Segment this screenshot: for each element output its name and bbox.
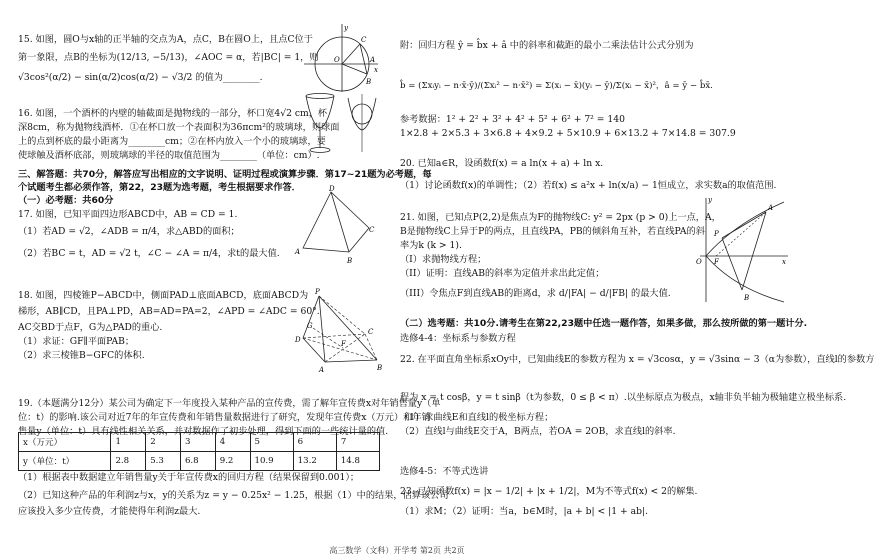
q19-data-table — [18, 432, 380, 471]
q15-line-3: √3cos²(α/2) − sin(α/2)cos(α/2) − √3/2 的值为________. — [18, 72, 263, 83]
q16-line-1: 16. 如图，一个酒杯的内壁的轴截面是抛物线的一部分，杯口宽4√2 cm，杯 — [18, 108, 328, 119]
fig17-quadrilateral — [295, 186, 373, 270]
q17-line-1: 17. 如图，已知平面四边形ABCD中，AB = CD = 1. — [18, 209, 238, 220]
table-cell: 2 — [146, 433, 181, 452]
fig21-label: x — [782, 258, 786, 266]
q16-line-3: 上的点到杯底的最小距离为________cm；②在杯内放入一个小的玻璃球，要 — [18, 136, 326, 147]
table-cell: 14.8 — [336, 452, 379, 471]
fig18-label: A — [319, 366, 325, 374]
section3-line-2: 个试题考生都必须作答，第22，23题为选考题，考生根据要求作答． — [18, 182, 301, 193]
q19-line-1: 19.（本题满分12分）某公司为确定下一年度投入某种产品的宣传费，需了解年宣传费x对年销售量y（单 — [18, 398, 441, 409]
table-cell: 2.8 — [111, 452, 146, 471]
q22-line-3: 程为 x = t cosβ，y = t sinβ（t为参数，0 ≤ β < π）.以坐标原点为极点，x轴非负半轴为极轴建立极坐标系. — [400, 392, 847, 403]
q21-line-1: 21. 如图，已知点P(2,2)是焦点为F的抛物线C: y² = 2px (p > 0)上一点，A， — [400, 212, 721, 223]
table-row — [19, 452, 380, 471]
fig18-pyramid — [295, 288, 385, 374]
fig17-label: D — [329, 185, 335, 193]
section3-line-3: （一）必考题：共60分 — [18, 195, 114, 206]
table-cell: 3 — [180, 433, 215, 452]
q18-line-4: （1）求证：GF∥平面PAB； — [18, 336, 135, 347]
q18-line-1: 18. 如图，四棱锥P−ABCD中，侧面PAD⊥底面ABCD，底面ABCD为 — [18, 290, 309, 301]
q19-line-3: 售量y（单位：t）具有线性相关关系，并对数据作了初步处理，得到下面的一些统计量的值. — [18, 426, 389, 437]
q22-line-5: （2）直线l与曲线E交于A，B两点，若OA = 2OB，求直线l的斜率. — [400, 426, 676, 437]
fig15-label: x — [374, 66, 378, 74]
table-cell: 5 — [250, 433, 293, 452]
q21-line-4: （I）求抛物线方程； — [400, 254, 487, 265]
fig21-label: O — [696, 258, 702, 266]
fig21-label: A — [768, 204, 774, 212]
table-cell: x（万元） — [19, 433, 111, 452]
fig21-label: y — [708, 196, 712, 204]
q19b-line-1: （1）根据表中数据建立年销售量y关于年宣传费x的回归方程（结果保留到0.001）； — [18, 472, 360, 483]
table-cell: 10.9 — [250, 452, 293, 471]
fig15-label: B — [366, 78, 372, 86]
table-cell: 9.2 — [215, 452, 250, 471]
q19b-line-2: （2）已知这种产品的年利润z与x，y的关系为z = y − 0.25x² − 1.25，根据（1）中的结果，估算该公司 — [18, 490, 449, 501]
q23-line-1: 选修4-5：不等式选讲 — [400, 466, 489, 477]
table-cell: 1 — [111, 433, 146, 452]
fig21-label: P — [714, 230, 719, 238]
q22-line-2: 22. 在平面直角坐标系xOy中，已知曲线E的参数方程为 x = √3cosα，y = √3sinα − 3（α为参数），直线l的参数方 — [400, 354, 874, 365]
q22-line-1: 选修4-4：坐标系与参数方程 — [400, 333, 516, 344]
fig17-label: C — [369, 226, 375, 234]
table-row — [19, 433, 380, 452]
fig15-label: O — [334, 56, 340, 64]
fig18-label: P — [315, 288, 320, 296]
q21-line-5: （II）证明：直线AB的斜率为定值并求出此定值； — [400, 268, 605, 279]
fig18-label: C — [368, 328, 374, 336]
elective-instruction: （二）选考题：共10分.请考生在第22,23题中任选一题作答，如果多做，那么按所做的第一题计分. — [400, 318, 808, 329]
ref-formula: b̂ = (Σxᵢyᵢ − n·x̄·ȳ)/(Σxᵢ² − n·x̄²) = Σ(xᵢ − x̄)(yᵢ − ȳ)/Σ(xᵢ − x̄)²，â = ȳ − b̂x̄. — [400, 81, 713, 91]
q21-line-2: B是抛物线C上异于P的两点，且直线PA，PB的倾斜角互补，若直线PA的斜 — [400, 226, 705, 237]
table-cell: 4 — [215, 433, 250, 452]
fig18-label: B — [377, 364, 383, 372]
fig15-label: C — [361, 36, 367, 44]
q19b-line-3: 应该投入多少宣传费，才能使得年利润z最大. — [18, 506, 201, 517]
q23-line-2: 23. 已知函数f(x) = |x − 1/2| + |x + 1/2|，M为不等式f(x) < 2的解集. — [400, 486, 698, 497]
table-cell: 6 — [293, 433, 336, 452]
ref-line-3: 参考数据：1² + 2² + 3² + 4² + 5² + 6² + 7² = 140 — [400, 114, 625, 125]
q23-line-3: （1）求M；（2）证明：当a，b∈M时，|a + b| < |1 + ab|. — [400, 506, 648, 517]
q20-line-2: （1）讨论函数f(x)的单调性；（2）若f(x) ≤ a²x + ln(x/a) − 1恒成立，求实数a的取值范围. — [400, 180, 777, 191]
q15-line-2: 第一象限，点B的坐标为(12/13, −5/13)，∠AOC = α，若|BC| = 1，则 — [18, 52, 319, 63]
table-cell: 7 — [336, 433, 379, 452]
table-cell: 5.3 — [146, 452, 181, 471]
section3-line-1: 三、解答题：共70分，解答应写出相应的文字说明、证明过程或演算步骤．第17~21题为必考题，每 — [18, 169, 432, 180]
fig21-label: F — [714, 258, 719, 266]
page-footer: 高三数学（文科）开学考 第2页 共2页 — [329, 546, 465, 555]
q18-line-3: AC交BD于点F，G为△PAD的重心. — [18, 322, 163, 333]
table-cell: y（单位：t） — [19, 452, 111, 471]
fig15-circle-diagram — [300, 22, 380, 94]
q17-line-3: （2）若BC = t，AD = √2 t，∠C − ∠A = π/4，求t的最大值. — [18, 248, 280, 259]
q19-line-2: 位：t）的影响.该公司对近7年的年宣传费和年销售量数据进行了研究，发现年宣传费x（万元）和年销 — [18, 412, 431, 423]
fig17-label: B — [347, 257, 353, 265]
q16-line-4: 使球触及酒杯底部，则玻璃球的半径的取值范围为________（单位：cm）. — [18, 150, 320, 161]
q18-line-2: 梯形，AB∥CD，且PA⊥PD，AB=AD=PA=2，∠APD = ∠ADC = 60°. — [18, 306, 320, 317]
fig18-label: D — [295, 336, 301, 344]
fig16-wine-glass — [298, 92, 380, 158]
fig21-parabola — [694, 194, 790, 306]
q21-line-6: （III）令焦点F到直线AB的距离d，求 d/|FA| − d/|FB| 的最大值. — [400, 288, 671, 299]
q20-line-1: 20. 已知a∈R，设函数f(x) = a ln(x + a) + ln x. — [400, 158, 604, 169]
table-cell: 6.8 — [180, 452, 215, 471]
q16-line-2: 深8cm，称为抛物线酒杯．①在杯口放一个表面积为36πcm²的玻璃球，则球面 — [18, 122, 340, 133]
fig15-label: y — [344, 24, 348, 32]
q22-line-4: （1）求曲线E和直线l的极坐标方程； — [400, 412, 554, 423]
ref-line-4: 1×2.8 + 2×5.3 + 3×6.8 + 4×9.2 + 5×10.9 + 6×13.2 + 7×14.8 = 307.9 — [400, 128, 736, 139]
fig18-label: F — [341, 340, 346, 348]
q17-line-2: （1）若AD = √2，∠ADB = π/4，求△ABD的面积； — [18, 226, 240, 237]
q21-line-3: 率为k (k > 1). — [400, 240, 462, 251]
fig17-label: A — [295, 248, 301, 256]
fig21-label: B — [744, 294, 750, 302]
table-cell: 13.2 — [293, 452, 336, 471]
q18-line-5: （2）求三棱锥B−GFC的体积. — [18, 350, 145, 361]
ref-line-1: 附：回归方程 ŷ = b̂x + â 中的斜率和截距的最小二乘法估计公式分别为 — [400, 40, 694, 51]
fig18-label: G — [307, 322, 313, 330]
q15-line-1: 15. 如图，圆O与x轴的正半轴的交点为A，点C，B在圆O上，且点C位于 — [18, 34, 313, 45]
fig15-label: A — [370, 56, 376, 64]
